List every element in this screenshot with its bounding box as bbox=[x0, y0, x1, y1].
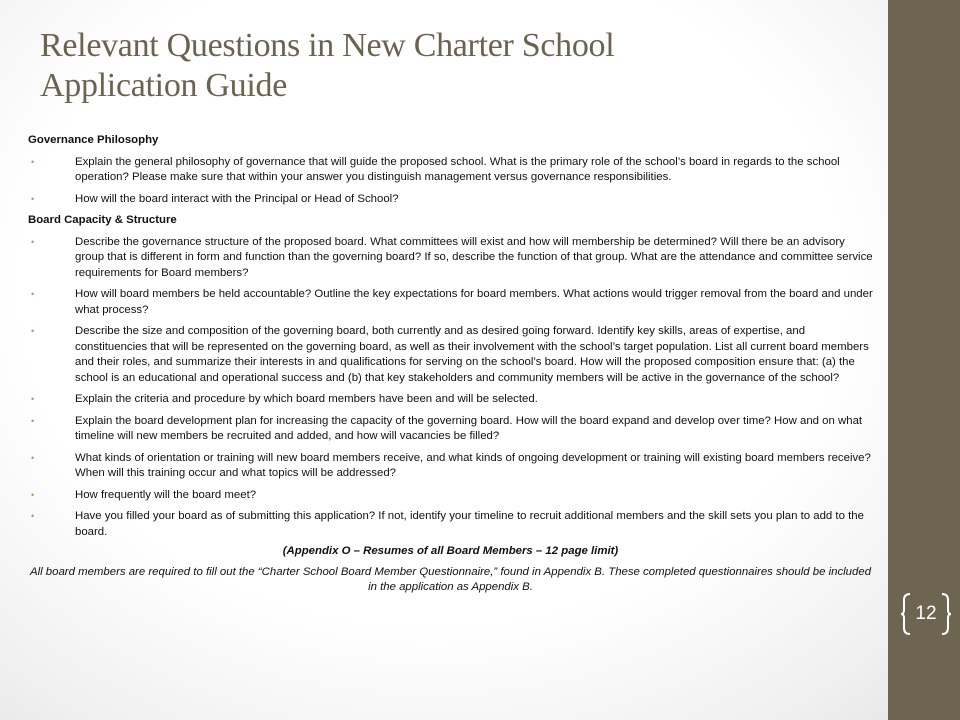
page-number: 12 bbox=[915, 603, 937, 624]
appendix-note-body: All board members are required to fill out the “Charter School Board Member Questionnaire,” found in Appendix B. These completed questionnaires should be included in the application as Appendix B. bbox=[29, 565, 872, 593]
list-item-text: How frequently will the board meet? bbox=[75, 488, 257, 501]
slide-title-line-2: Application Guide bbox=[40, 67, 288, 104]
bullet-icon: • bbox=[31, 511, 35, 521]
list-item bbox=[28, 392, 873, 408]
bullet-icon: • bbox=[31, 236, 35, 247]
list-item-text: Describe the governance structure of the proposed board. What committees will exist and how will membership be determined? Will there be an advisory group that is different in form and function than the governing board? If so, describe the function of that group. What are the attendance and committee service requirements for Board members? bbox=[75, 235, 873, 279]
list-item-text: Explain the criteria and procedure by which board members have been and will be selected. bbox=[75, 393, 538, 405]
section-heading-board-capacity: Board Capacity & Structure bbox=[28, 214, 177, 226]
bullet-icon: • bbox=[31, 193, 35, 204]
list-item bbox=[28, 488, 873, 504]
list-item bbox=[28, 414, 873, 445]
bullet-icon: • bbox=[31, 289, 35, 299]
bullet-icon: • bbox=[31, 489, 35, 500]
list-item-text: What kinds of orientation or training will new board members receive, and what kinds of ongoing development or training will existing board members receive? When will this training occur and what topics will be addressed? bbox=[75, 451, 871, 479]
bullet-icon: • bbox=[31, 415, 35, 426]
list-item bbox=[28, 155, 873, 186]
slide-body bbox=[28, 133, 873, 596]
board-capacity-list bbox=[28, 235, 873, 541]
list-item-text: Explain the general philosophy of governance that will guide the proposed school. What is the primary role of the school’s board in regards to the school operation? Please make sure that within your answer you distinguish management versus governance responsibilities. bbox=[75, 155, 840, 183]
bullet-icon: • bbox=[31, 156, 35, 167]
list-item-text: Have you filled your board as of submitting this application? If not, identify your timeline to recruit additional members and the skill sets you plan to add to the board. bbox=[75, 510, 864, 538]
list-item-text: How will board members be held accountable? Outline the key expectations for board members. What actions would trigger removal from the board and under what process? bbox=[75, 288, 873, 316]
list-item-text: Explain the board development plan for increasing the capacity of the governing board. How will the board expand and develop over time? How and on what timeline will new members be recruited and added, and how will vacancies be filled? bbox=[75, 414, 863, 442]
slide-title bbox=[40, 26, 860, 106]
list-item-text: How will the board interact with the Principal or Head of School? bbox=[75, 192, 399, 205]
bullet-icon: • bbox=[31, 326, 35, 336]
list-item bbox=[28, 509, 873, 540]
section-heading-governance-philosophy: Governance Philosophy bbox=[28, 134, 159, 146]
list-item bbox=[28, 192, 873, 208]
bullet-icon: • bbox=[31, 394, 35, 404]
list-item-text: Describe the size and composition of the governing board, both currently and as desired going forward. Identify key skills, areas of expertise, and constituencies that will be represented on the governing board, as well as their involvement with the school’s target population. List all current board members and their roles, and summarize their interests in and qualifications for serving on the school’s board. How will the proposed composition ensure that: (a) the school is an educational and operational success and (b) that key stakeholders and community members will be active in the governance of the school? bbox=[75, 325, 869, 384]
list-item bbox=[28, 235, 873, 282]
slide-title-line-1: Relevant Questions in New Charter School bbox=[40, 27, 615, 64]
list-item bbox=[28, 324, 873, 386]
governance-philosophy-list bbox=[28, 155, 873, 208]
bullet-icon: • bbox=[31, 452, 35, 463]
page-number-badge bbox=[900, 592, 952, 636]
appendix-note-title: (Appendix O – Resumes of all Board Members – 12 page limit) bbox=[282, 545, 619, 557]
list-item bbox=[28, 287, 873, 318]
list-item bbox=[28, 451, 873, 482]
